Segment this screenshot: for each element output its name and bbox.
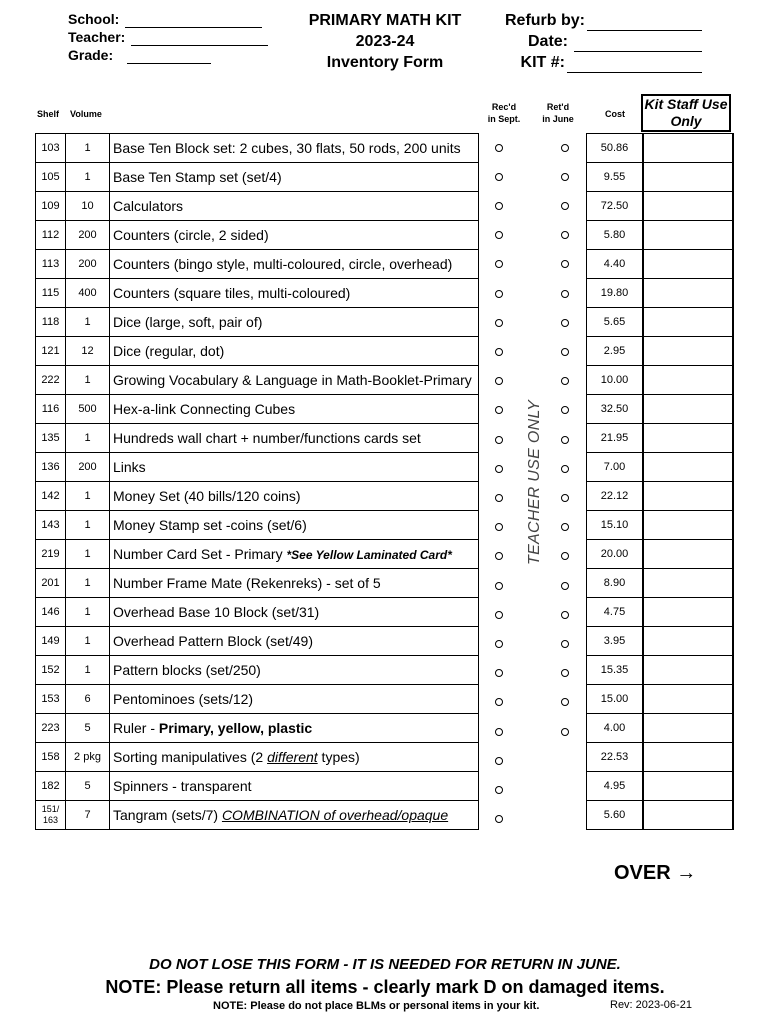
kit-staff-cell[interactable] xyxy=(643,714,733,743)
shelf-cell: 146 xyxy=(36,598,66,627)
received-checkbox[interactable] xyxy=(495,406,503,414)
received-checkbox[interactable] xyxy=(495,698,503,706)
description-text: Sorting manipulatives (2 xyxy=(113,749,268,765)
shelf-cell: 219 xyxy=(36,540,66,569)
received-checkbox[interactable] xyxy=(495,494,503,502)
col-header-kit-staff xyxy=(641,94,731,132)
received-checkbox[interactable] xyxy=(495,144,503,152)
table-row xyxy=(36,192,479,221)
shelf-cell: 222 xyxy=(36,366,66,395)
shelf-cell: 109 xyxy=(36,192,66,221)
kit-staff-cell[interactable] xyxy=(643,685,733,714)
returned-checkbox[interactable] xyxy=(561,348,569,356)
retd-line-2: in June xyxy=(542,114,574,124)
shelf-cell: 135 xyxy=(36,424,66,453)
recd-line-1: Rec'd xyxy=(491,102,517,112)
volume-cell: 1 xyxy=(66,163,110,192)
description-text: Ruler - xyxy=(113,720,159,736)
kit-staff-cell[interactable] xyxy=(643,598,733,627)
school-field[interactable] xyxy=(125,13,262,28)
grade-field[interactable] xyxy=(127,49,211,64)
description-cell xyxy=(110,627,479,656)
table-row xyxy=(36,714,479,743)
cost-cell: 4.75 xyxy=(587,598,644,627)
volume-cell: 10 xyxy=(66,192,110,221)
volume-cell: 1 xyxy=(66,569,110,598)
col-header-shelf: Shelf xyxy=(37,109,60,119)
kit-staff-cell[interactable] xyxy=(643,482,733,511)
kit-staff-cell[interactable] xyxy=(643,540,733,569)
cost-cell: 50.86 xyxy=(587,134,644,163)
teacher-label: Teacher: xyxy=(68,29,126,45)
description-cell xyxy=(110,221,479,250)
description-text: Number Frame Mate (Rekenreks) - set of 5 xyxy=(113,575,381,591)
received-checkbox[interactable] xyxy=(495,786,503,794)
kit-staff-cell[interactable] xyxy=(643,250,733,279)
table-row xyxy=(36,279,479,308)
shelf-cell: 113 xyxy=(36,250,66,279)
volume-cell: 200 xyxy=(66,221,110,250)
description-cell xyxy=(110,714,479,743)
description-cell xyxy=(110,250,479,279)
cost-row xyxy=(587,743,734,772)
shelf-cell: 142 xyxy=(36,482,66,511)
revision-date: Rev: 2023-06-21 xyxy=(610,999,692,1011)
volume-cell: 1 xyxy=(66,482,110,511)
description-text: Spinners - transparent xyxy=(113,778,252,794)
shelf-cell: 182 xyxy=(36,772,66,801)
cost-cell: 32.50 xyxy=(587,395,644,424)
refurb-field[interactable] xyxy=(587,15,702,31)
cost-cell: 72.50 xyxy=(587,192,644,221)
shelf-cell: 115 xyxy=(36,279,66,308)
table-row xyxy=(36,250,479,279)
cost-row xyxy=(587,656,734,685)
kit-staff-cell[interactable] xyxy=(643,627,733,656)
cost-row xyxy=(587,424,734,453)
description-text: Base Ten Stamp set (set/4) xyxy=(113,169,282,185)
cost-cell: 22.12 xyxy=(587,482,644,511)
volume-cell: 12 xyxy=(66,337,110,366)
table-row xyxy=(36,685,479,714)
table-row xyxy=(36,134,479,163)
shelf-cell: 112 xyxy=(36,221,66,250)
returned-checkbox[interactable] xyxy=(561,144,569,152)
table-row xyxy=(36,308,479,337)
cost-row xyxy=(587,163,734,192)
received-checkbox[interactable] xyxy=(495,523,503,531)
col-header-recd xyxy=(480,101,528,125)
cost-row xyxy=(587,221,734,250)
kit-staff-cell[interactable] xyxy=(643,192,733,221)
shelf-cell: 105 xyxy=(36,163,66,192)
cost-cell: 5.60 xyxy=(587,801,644,830)
grade-label: Grade: xyxy=(68,47,114,63)
volume-cell: 2 pkg xyxy=(66,743,110,772)
received-checkbox[interactable] xyxy=(495,260,503,268)
shelf-cell: 116 xyxy=(36,395,66,424)
cost-cell: 4.95 xyxy=(587,772,644,801)
returned-checkbox[interactable] xyxy=(561,202,569,210)
returned-checkbox[interactable] xyxy=(561,698,569,706)
cost-row xyxy=(587,308,734,337)
cost-row xyxy=(587,482,734,511)
kit-staff-cell[interactable] xyxy=(643,569,733,598)
description-text: Dice (regular, dot) xyxy=(113,343,225,359)
description-underlined: COMBINATION of overhead/opaque xyxy=(221,807,449,823)
cost-cell: 20.00 xyxy=(587,540,644,569)
volume-cell: 1 xyxy=(66,424,110,453)
volume-cell: 1 xyxy=(66,134,110,163)
description-cell xyxy=(110,395,479,424)
cost-cell: 9.55 xyxy=(587,163,644,192)
volume-cell: 6 xyxy=(66,685,110,714)
table-row xyxy=(36,801,479,830)
received-checkbox[interactable] xyxy=(495,377,503,385)
description-cell xyxy=(110,656,479,685)
title-line-2: 2023-24 xyxy=(355,33,415,50)
kit-staff-cell[interactable] xyxy=(643,308,733,337)
returned-checkbox[interactable] xyxy=(561,523,569,531)
cost-cell: 2.95 xyxy=(587,337,644,366)
description-cell xyxy=(110,308,479,337)
description-cell xyxy=(110,279,479,308)
received-checkbox[interactable] xyxy=(495,640,503,648)
kit-label: KIT #: xyxy=(520,54,565,71)
received-checkbox[interactable] xyxy=(495,552,503,560)
kit-staff-cell[interactable] xyxy=(643,743,733,772)
cost-cell: 15.00 xyxy=(587,685,644,714)
returned-checkbox[interactable] xyxy=(561,669,569,677)
table-row xyxy=(36,627,479,656)
description-text: Overhead Base 10 Block (set/31) xyxy=(113,604,320,620)
shelf-cell: 118 xyxy=(36,308,66,337)
kit-staff-cell[interactable] xyxy=(643,801,733,830)
description-text: Growing Vocabulary & Language in Math-Booklet-Primary xyxy=(113,372,472,388)
description-cell xyxy=(110,134,479,163)
cost-row xyxy=(587,801,734,830)
received-checkbox[interactable] xyxy=(495,290,503,298)
received-checkbox[interactable] xyxy=(495,815,503,823)
table-row xyxy=(36,482,479,511)
shelf-cell: 136 xyxy=(36,453,66,482)
shelf-cell: 143 xyxy=(36,511,66,540)
volume-cell: 1 xyxy=(66,656,110,685)
table-row xyxy=(36,395,479,424)
form-title xyxy=(290,10,480,73)
cost-row xyxy=(587,627,734,656)
returned-checkbox[interactable] xyxy=(561,406,569,414)
blm-note: NOTE: Please do not place BLMs or personal items in your kit. xyxy=(213,1000,540,1012)
col-header-cost: Cost xyxy=(605,109,625,119)
description-text: Number Card Set - Primary xyxy=(113,546,287,562)
description-cell xyxy=(110,424,479,453)
returned-checkbox[interactable] xyxy=(561,319,569,327)
volume-cell: 5 xyxy=(66,714,110,743)
kit-staff-cell[interactable] xyxy=(643,511,733,540)
kit-staff-cell[interactable] xyxy=(643,424,733,453)
description-text: Hundreds wall chart + number/functions cards set xyxy=(113,430,421,446)
cost-row xyxy=(587,685,734,714)
returned-checkbox[interactable] xyxy=(561,173,569,181)
school-label: School: xyxy=(68,11,120,27)
cost-row xyxy=(587,569,734,598)
volume-cell: 1 xyxy=(66,308,110,337)
table-row xyxy=(36,366,479,395)
table-row xyxy=(36,163,479,192)
cost-row xyxy=(587,134,734,163)
description-underlined: different xyxy=(267,749,318,765)
returned-checkbox[interactable] xyxy=(561,231,569,239)
kit-staff-cell[interactable] xyxy=(643,772,733,801)
returned-checkbox[interactable] xyxy=(561,728,569,736)
returned-checkbox[interactable] xyxy=(561,465,569,473)
title-line-3: Inventory Form xyxy=(326,54,444,71)
description-text: Links xyxy=(113,459,146,475)
cost-row xyxy=(587,250,734,279)
cost-cell: 3.95 xyxy=(587,627,644,656)
description-text: Counters (circle, 2 sided) xyxy=(113,227,269,243)
description-cell xyxy=(110,569,479,598)
returned-checkbox[interactable] xyxy=(561,377,569,385)
cost-row xyxy=(587,453,734,482)
refurb-label: Refurb by: xyxy=(505,12,585,29)
shelf-cell: 153 xyxy=(36,685,66,714)
volume-cell: 400 xyxy=(66,279,110,308)
cost-cell: 15.35 xyxy=(587,656,644,685)
table-row xyxy=(36,540,479,569)
cost-row xyxy=(587,598,734,627)
description-text: Dice (large, soft, pair of) xyxy=(113,314,263,330)
received-checkbox[interactable] xyxy=(495,728,503,736)
received-checkbox[interactable] xyxy=(495,231,503,239)
received-checkbox[interactable] xyxy=(495,348,503,356)
description-cell xyxy=(110,801,479,830)
header-fields xyxy=(68,10,268,64)
description-text: Tangram (sets/7) xyxy=(113,807,222,823)
cost-row xyxy=(587,337,734,366)
description-cell xyxy=(110,685,479,714)
shelf-cell: 223 xyxy=(36,714,66,743)
cost-row xyxy=(587,772,734,801)
shelf-cell: 149 xyxy=(36,627,66,656)
received-checkbox[interactable] xyxy=(495,582,503,590)
volume-cell: 1 xyxy=(66,627,110,656)
inventory-table xyxy=(35,133,479,830)
cost-cell: 19.80 xyxy=(587,279,644,308)
description-cell xyxy=(110,366,479,395)
table-row xyxy=(36,743,479,772)
received-checkbox[interactable] xyxy=(495,319,503,327)
volume-cell: 1 xyxy=(66,366,110,395)
cost-cell: 22.53 xyxy=(587,743,644,772)
description-emphasis: Primary, yellow, plastic xyxy=(158,720,313,736)
do-not-lose-notice: DO NOT LOSE THIS FORM - IT IS NEEDED FOR RETURN IN JUNE. xyxy=(149,956,621,973)
returned-checkbox[interactable] xyxy=(561,611,569,619)
shelf-cell: 152 xyxy=(36,656,66,685)
description-text: Overhead Pattern Block (set/49) xyxy=(113,633,313,649)
cost-row xyxy=(587,714,734,743)
cost-row xyxy=(587,511,734,540)
description-cell xyxy=(110,598,479,627)
over-label: OVER → xyxy=(614,862,697,884)
cost-cell: 4.40 xyxy=(587,250,644,279)
recd-line-2: in Sept. xyxy=(487,114,521,124)
description-cell xyxy=(110,163,479,192)
kit-staff-cell[interactable] xyxy=(643,279,733,308)
volume-cell: 200 xyxy=(66,250,110,279)
returned-checkbox[interactable] xyxy=(561,552,569,560)
date-label: Date: xyxy=(527,33,568,50)
kit-staff-line-1: Kit Staff Use xyxy=(644,96,728,112)
received-checkbox[interactable] xyxy=(495,436,503,444)
description-text-after: types) xyxy=(317,749,360,765)
kit-staff-line-2: Only xyxy=(670,113,702,129)
shelf-cell: 158 xyxy=(36,743,66,772)
received-checkbox[interactable] xyxy=(495,669,503,677)
volume-cell: 200 xyxy=(66,453,110,482)
shelf-cell: 103 xyxy=(36,134,66,163)
cost-cell: 15.10 xyxy=(587,511,644,540)
cost-cell: 4.00 xyxy=(587,714,644,743)
table-row xyxy=(36,598,479,627)
table-row xyxy=(36,772,479,801)
cost-row xyxy=(587,366,734,395)
cost-cell: 5.65 xyxy=(587,308,644,337)
kit-staff-cell[interactable] xyxy=(643,453,733,482)
table-row xyxy=(36,656,479,685)
cost-table xyxy=(586,133,734,830)
description-text: Counters (bingo style, multi-coloured, circle, overhead) xyxy=(113,256,453,272)
return-note: NOTE: Please return all items - clearly mark D on damaged items. xyxy=(105,977,665,997)
description-cell xyxy=(110,453,479,482)
cost-row xyxy=(587,395,734,424)
table-row xyxy=(36,453,479,482)
table-row xyxy=(36,569,479,598)
volume-cell: 7 xyxy=(66,801,110,830)
description-text: Counters (square tiles, multi-coloured) xyxy=(113,285,351,301)
teacher-use-only-label: TEACHER USE ONLY xyxy=(526,399,543,565)
description-text: Hex-a-link Connecting Cubes xyxy=(113,401,296,417)
volume-cell: 1 xyxy=(66,511,110,540)
cost-cell: 10.00 xyxy=(587,366,644,395)
shelf-cell: 201 xyxy=(36,569,66,598)
col-header-volume: Volume xyxy=(70,109,102,119)
kit-staff-cell[interactable] xyxy=(643,134,733,163)
kit-staff-cell[interactable] xyxy=(643,221,733,250)
description-cell xyxy=(110,482,479,511)
received-checkbox[interactable] xyxy=(495,611,503,619)
returned-checkbox[interactable] xyxy=(561,640,569,648)
description-cell xyxy=(110,192,479,221)
description-text: Money Stamp set -coins (set/6) xyxy=(113,517,307,533)
kit-staff-cell[interactable] xyxy=(643,366,733,395)
volume-cell: 1 xyxy=(66,598,110,627)
shelf-cell: 151/ 163 xyxy=(36,801,66,830)
cost-row xyxy=(587,192,734,221)
retd-line-1: Ret'd xyxy=(546,102,570,112)
table-row xyxy=(36,337,479,366)
table-row xyxy=(36,424,479,453)
description-cell xyxy=(110,540,479,569)
description-cell xyxy=(110,511,479,540)
description-cell xyxy=(110,337,479,366)
cost-cell: 5.80 xyxy=(587,221,644,250)
cost-cell: 8.90 xyxy=(587,569,644,598)
description-text: Money Set (40 bills/120 coins) xyxy=(113,488,301,504)
kit-staff-cell[interactable] xyxy=(643,337,733,366)
kit-staff-cell[interactable] xyxy=(643,656,733,685)
cost-row xyxy=(587,279,734,308)
description-emphasis: *See Yellow Laminated Card* xyxy=(286,548,452,562)
table-row xyxy=(36,221,479,250)
description-text: Pentominoes (sets/12) xyxy=(113,691,254,707)
kit-staff-cell[interactable] xyxy=(643,163,733,192)
cost-row xyxy=(587,540,734,569)
description-text: Base Ten Block set: 2 cubes, 30 flats, 50 rods, 200 units xyxy=(113,140,461,156)
description-cell xyxy=(110,772,479,801)
description-cell xyxy=(110,743,479,772)
title-line-1: PRIMARY MATH KIT xyxy=(308,12,462,29)
returned-checkbox[interactable] xyxy=(561,494,569,502)
refurb-fields xyxy=(492,10,702,73)
returned-checkbox[interactable] xyxy=(561,436,569,444)
col-header-retd xyxy=(536,101,580,125)
cost-cell: 7.00 xyxy=(587,453,644,482)
received-checkbox[interactable] xyxy=(495,465,503,473)
kit-number-field[interactable] xyxy=(567,57,702,73)
table-row xyxy=(36,511,479,540)
description-text: Calculators xyxy=(113,198,184,214)
cost-cell: 21.95 xyxy=(587,424,644,453)
received-checkbox[interactable] xyxy=(495,173,503,181)
returned-checkbox[interactable] xyxy=(561,290,569,298)
received-checkbox[interactable] xyxy=(495,757,503,765)
teacher-field[interactable] xyxy=(131,31,268,46)
description-text: Pattern blocks (set/250) xyxy=(113,662,261,678)
volume-cell: 5 xyxy=(66,772,110,801)
returned-checkbox[interactable] xyxy=(561,582,569,590)
kit-staff-cell[interactable] xyxy=(643,395,733,424)
returned-checkbox[interactable] xyxy=(561,260,569,268)
shelf-cell: 121 xyxy=(36,337,66,366)
date-field[interactable] xyxy=(574,36,702,52)
volume-cell: 500 xyxy=(66,395,110,424)
received-checkbox[interactable] xyxy=(495,202,503,210)
volume-cell: 1 xyxy=(66,540,110,569)
